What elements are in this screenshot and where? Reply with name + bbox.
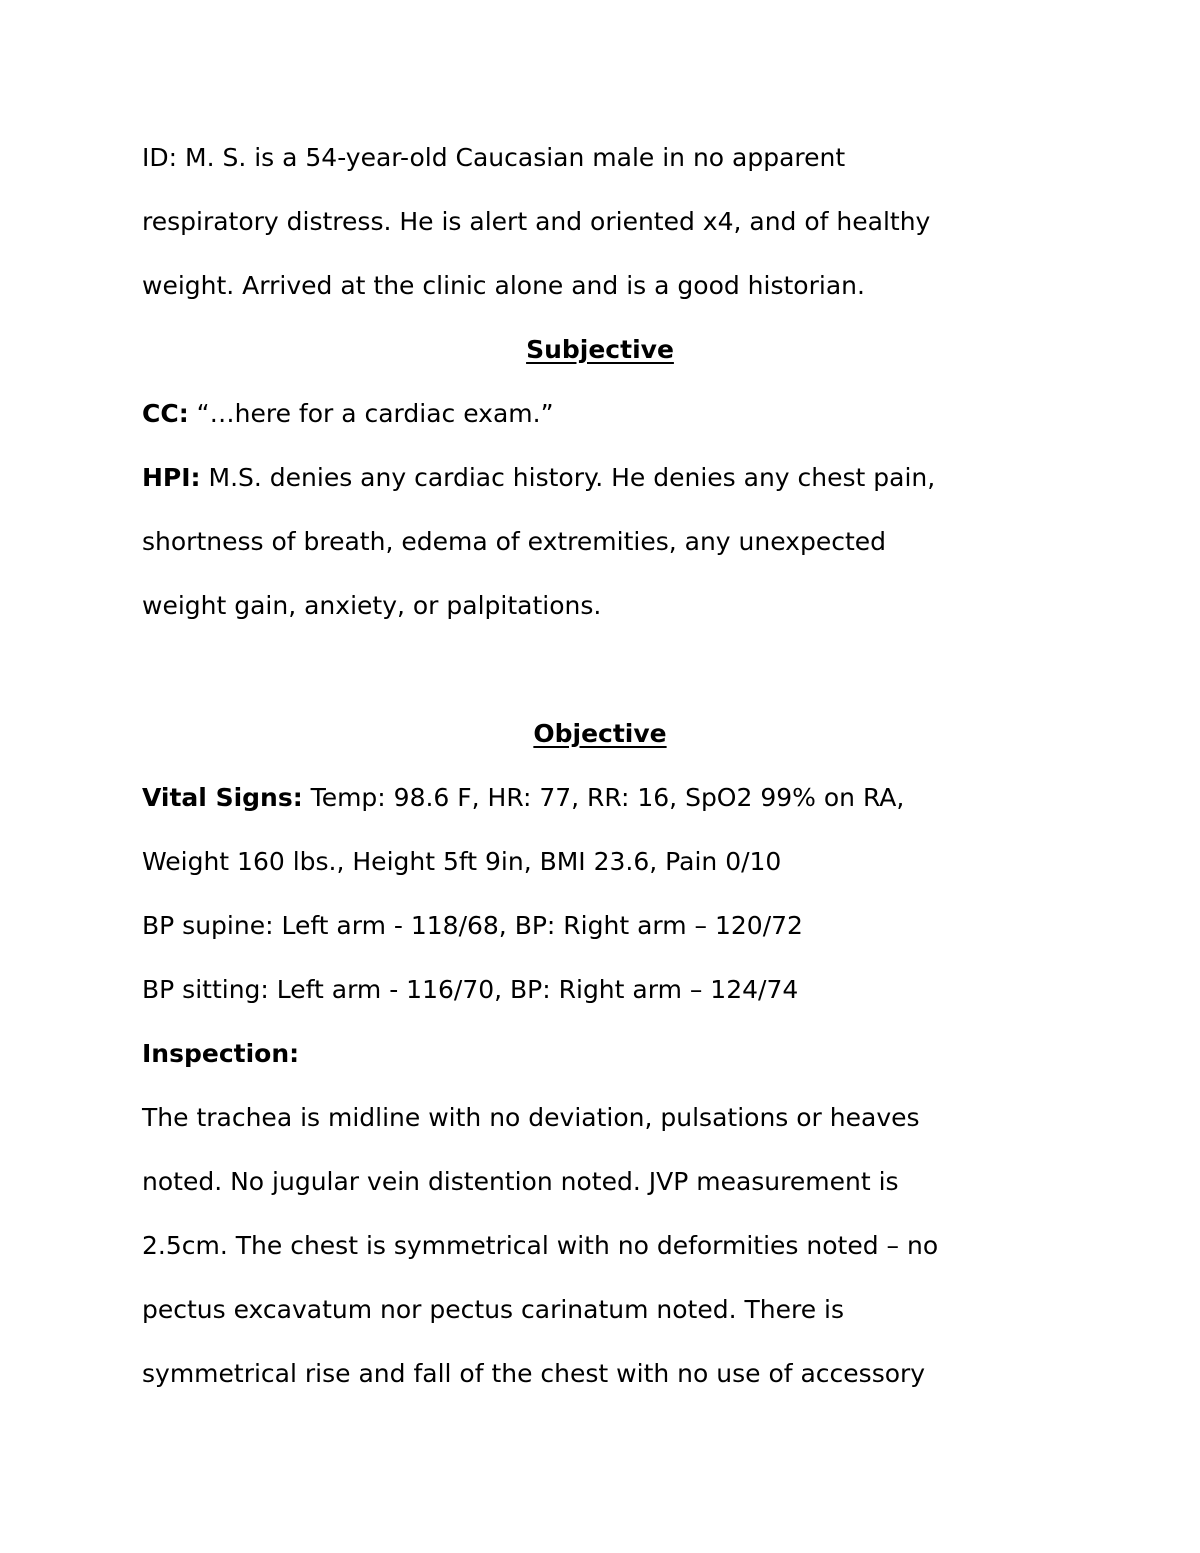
hpi-label: HPI: <box>142 463 201 492</box>
vitals-label: Vital Signs: <box>142 783 303 812</box>
id-line-1: ID: M. S. is a 54-year-old Caucasian male in no apparent <box>142 143 846 172</box>
objective-heading: Objective <box>533 719 667 748</box>
subjective-heading: Subjective <box>526 335 674 364</box>
vitals-text-1: Temp: 98.6 F, HR: 77, RR: 16, SpO2 99% on RA, <box>310 783 905 812</box>
cc-label: CC: <box>142 399 189 428</box>
inspection-line-5: symmetrical rise and fall of the chest with no use of accessory <box>142 1359 926 1388</box>
inspection-line-3: 2.5cm. The chest is symmetrical with no deformities noted – no <box>142 1231 939 1260</box>
document-page <box>142 126 1058 1406</box>
id-line-2: respiratory distress. He is alert and oriented x4, and of healthy <box>142 207 931 236</box>
vitals-line-2: Weight 160 lbs., Height 5ft 9in, BMI 23.6, Pain 0/10 <box>142 847 782 876</box>
hpi-line-1 <box>142 446 1058 510</box>
inspection-label-line <box>142 1022 1058 1086</box>
bp-supine-line: BP supine: Left arm - 118/68, BP: Right arm – 120/72 <box>142 911 803 940</box>
inspection-label: Inspection: <box>142 1039 300 1068</box>
hpi-line-3: weight gain, anxiety, or palpitations. <box>142 591 602 620</box>
hpi-text-1: M.S. denies any cardiac history. He denies any chest pain, <box>208 463 936 492</box>
cc-text: “…here for a cardiac exam.” <box>196 399 554 428</box>
inspection-line-1: The trachea is midline with no deviation, pulsations or heaves <box>142 1103 920 1132</box>
bp-sitting-line: BP sitting: Left arm - 116/70, BP: Right arm – 124/74 <box>142 975 799 1004</box>
cc-line <box>142 382 1058 446</box>
inspection-line-2: noted. No jugular vein distention noted. JVP measurement is <box>142 1167 899 1196</box>
blank-line <box>142 638 1058 702</box>
vitals-line-1 <box>142 766 1058 830</box>
hpi-line-2: shortness of breath, edema of extremities, any unexpected <box>142 527 887 556</box>
inspection-line-4: pectus excavatum nor pectus carinatum noted. There is <box>142 1295 845 1324</box>
id-line-3: weight. Arrived at the clinic alone and is a good historian. <box>142 271 865 300</box>
